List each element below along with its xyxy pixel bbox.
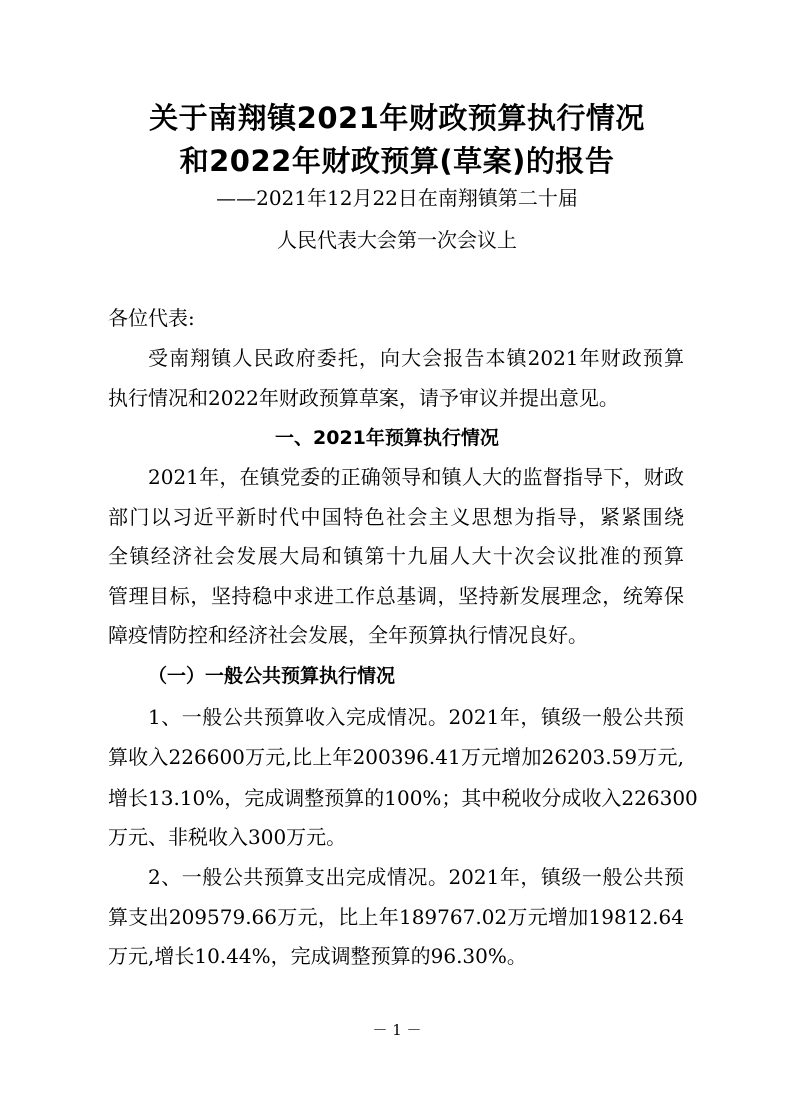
item-1-line-3: 增长13.10%，完成调整预算的100%；其中税收分成收入226300 xyxy=(108,786,698,810)
item-1-line-1: 1、一般公共预算收入完成情况。2021年，镇级一般公共预 xyxy=(148,705,684,729)
subsection-1-heading: （一）一般公共预算执行情况 xyxy=(148,665,396,687)
page-number: － 1 － xyxy=(372,1021,422,1039)
item-1-line-2: 算收入226600万元,比上年200396.41万元增加26203.59万元, xyxy=(108,745,684,769)
item-2-line-3: 万元,增长10.44%，完成调整预算的96.30%。 xyxy=(108,944,527,968)
section-1-line-1: 2021年，在镇党委的正确领导和镇人大的监督指导下，财政 xyxy=(148,465,684,489)
section-1-heading: 一、2021年预算执行情况 xyxy=(275,427,499,449)
section-1-line-2: 部门以习近平新时代中国特色社会主义思想为指导，紧紧围绕 xyxy=(108,505,684,529)
intro-line-1: 受南翔镇人民政府委托，向大会报告本镇2021年财政预算 xyxy=(148,346,684,370)
report-title-line-1: 关于南翔镇2021年财政预算执行情况 xyxy=(149,101,645,135)
section-1-line-5: 障疫情防控和经济社会发展，全年预算执行情况良好。 xyxy=(108,623,588,647)
section-1-line-4: 管理目标，坚持稳中求进工作总基调，坚持新发展理念，统筹保 xyxy=(108,584,684,608)
report-subtitle-line-2: 人民代表大会第一次会议上 xyxy=(277,228,517,252)
section-1-line-3: 全镇经济社会发展大局和镇第十九届人大十次会议批准的预算 xyxy=(108,544,684,568)
item-1-line-4: 万元、非税收入300万元。 xyxy=(108,825,347,849)
item-2-line-1: 2、一般公共预算支出完成情况。2021年，镇级一般公共预 xyxy=(148,865,684,889)
intro-line-2: 执行情况和2022年财政预算草案，请予审议并提出意见。 xyxy=(108,386,619,410)
report-title-line-2: 和2022年财政预算(草案)的报告 xyxy=(179,144,615,178)
item-2-line-2: 算支出209579.66万元，比上年189767.02万元增加19812.64 xyxy=(108,905,684,929)
report-subtitle-line-1: ——2021年12月22日在南翔镇第二十届 xyxy=(216,186,578,210)
salutation: 各位代表: xyxy=(108,306,195,330)
